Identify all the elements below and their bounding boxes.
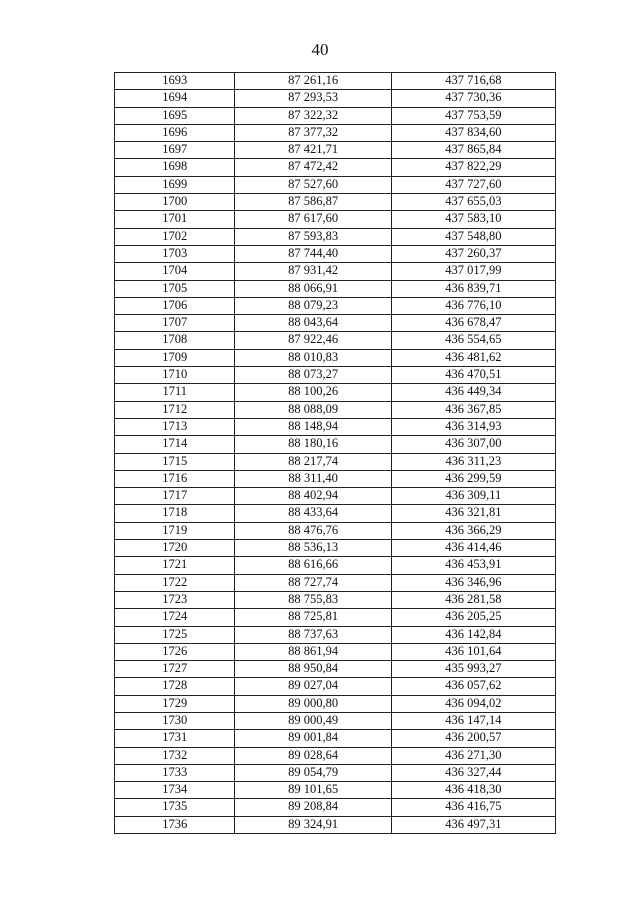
point-number-cell: 1693	[115, 73, 235, 90]
y-coordinate-cell: 436 327,44	[391, 764, 555, 781]
point-number-cell: 1729	[115, 695, 235, 712]
x-coordinate-cell: 88 476,76	[235, 522, 391, 539]
y-coordinate-cell: 436 776,10	[391, 297, 555, 314]
x-coordinate-cell: 88 755,83	[235, 591, 391, 608]
point-number-cell: 1698	[115, 159, 235, 176]
y-coordinate-cell: 436 299,59	[391, 470, 555, 487]
x-coordinate-cell: 87 261,16	[235, 73, 391, 90]
table-row	[115, 747, 556, 764]
x-coordinate-cell: 87 593,83	[235, 228, 391, 245]
x-coordinate-cell: 89 208,84	[235, 799, 391, 816]
point-number-cell: 1712	[115, 401, 235, 418]
x-coordinate-cell: 88 066,91	[235, 280, 391, 297]
x-coordinate-cell: 87 472,42	[235, 159, 391, 176]
table-row	[115, 591, 556, 608]
y-coordinate-cell: 436 367,85	[391, 401, 555, 418]
x-coordinate-cell: 87 527,60	[235, 176, 391, 193]
point-number-cell: 1695	[115, 107, 235, 124]
table-row	[115, 643, 556, 660]
y-coordinate-cell: 437 017,99	[391, 263, 555, 280]
x-coordinate-cell: 88 861,94	[235, 643, 391, 660]
point-number-cell: 1735	[115, 799, 235, 816]
x-coordinate-cell: 88 079,23	[235, 297, 391, 314]
table-row	[115, 522, 556, 539]
x-coordinate-cell: 88 737,63	[235, 626, 391, 643]
point-number-cell: 1694	[115, 90, 235, 107]
y-coordinate-cell: 436 497,31	[391, 816, 555, 833]
point-number-cell: 1699	[115, 176, 235, 193]
y-coordinate-cell: 436 309,11	[391, 488, 555, 505]
x-coordinate-cell: 88 950,84	[235, 661, 391, 678]
point-number-cell: 1706	[115, 297, 235, 314]
y-coordinate-cell: 436 481,62	[391, 349, 555, 366]
point-number-cell: 1721	[115, 557, 235, 574]
x-coordinate-cell: 87 421,71	[235, 142, 391, 159]
y-coordinate-cell: 437 655,03	[391, 194, 555, 211]
table-row	[115, 557, 556, 574]
page-number: 40	[311, 40, 329, 59]
table-row	[115, 418, 556, 435]
y-coordinate-cell: 436 366,29	[391, 522, 555, 539]
point-number-cell: 1702	[115, 228, 235, 245]
point-number-cell: 1711	[115, 384, 235, 401]
y-coordinate-cell: 436 314,93	[391, 418, 555, 435]
point-number-cell: 1734	[115, 782, 235, 799]
y-coordinate-cell: 436 470,51	[391, 367, 555, 384]
table-row	[115, 764, 556, 781]
x-coordinate-cell: 88 043,64	[235, 315, 391, 332]
table-row	[115, 367, 556, 384]
point-number-cell: 1703	[115, 245, 235, 262]
table-row	[115, 816, 556, 833]
x-coordinate-cell: 89 324,91	[235, 816, 391, 833]
table-row	[115, 90, 556, 107]
point-number-cell: 1730	[115, 712, 235, 729]
point-number-cell: 1718	[115, 505, 235, 522]
table-row	[115, 678, 556, 695]
point-number-cell: 1707	[115, 315, 235, 332]
table-row	[115, 211, 556, 228]
table-row	[115, 142, 556, 159]
table-row	[115, 436, 556, 453]
point-number-cell: 1736	[115, 816, 235, 833]
table-row	[115, 799, 556, 816]
table-row	[115, 505, 556, 522]
table-row	[115, 124, 556, 141]
y-coordinate-cell: 437 822,29	[391, 159, 555, 176]
x-coordinate-cell: 88 073,27	[235, 367, 391, 384]
table-row	[115, 280, 556, 297]
x-coordinate-cell: 88 311,40	[235, 470, 391, 487]
y-coordinate-cell: 437 716,68	[391, 73, 555, 90]
x-coordinate-cell: 88 088,09	[235, 401, 391, 418]
table-row	[115, 73, 556, 90]
table-row	[115, 107, 556, 124]
y-coordinate-cell: 436 346,96	[391, 574, 555, 591]
table-row	[115, 384, 556, 401]
y-coordinate-cell: 437 727,60	[391, 176, 555, 193]
table-row	[115, 609, 556, 626]
table-row	[115, 401, 556, 418]
y-coordinate-cell: 436 414,46	[391, 540, 555, 557]
y-coordinate-cell: 436 307,00	[391, 436, 555, 453]
point-number-cell: 1715	[115, 453, 235, 470]
point-number-cell: 1731	[115, 730, 235, 747]
x-coordinate-cell: 87 922,46	[235, 332, 391, 349]
x-coordinate-cell: 87 617,60	[235, 211, 391, 228]
table-row	[115, 730, 556, 747]
x-coordinate-cell: 88 727,74	[235, 574, 391, 591]
table-row	[115, 488, 556, 505]
point-number-cell: 1726	[115, 643, 235, 660]
y-coordinate-cell: 436 147,14	[391, 712, 555, 729]
y-coordinate-cell: 437 583,10	[391, 211, 555, 228]
point-number-cell: 1724	[115, 609, 235, 626]
table-row	[115, 626, 556, 643]
point-number-cell: 1725	[115, 626, 235, 643]
table-body	[115, 73, 556, 834]
y-coordinate-cell: 436 281,58	[391, 591, 555, 608]
table-row	[115, 712, 556, 729]
y-coordinate-cell: 436 271,30	[391, 747, 555, 764]
table-row	[115, 297, 556, 314]
table-row	[115, 661, 556, 678]
y-coordinate-cell: 436 311,23	[391, 453, 555, 470]
table-row	[115, 349, 556, 366]
x-coordinate-cell: 89 000,80	[235, 695, 391, 712]
point-number-cell: 1705	[115, 280, 235, 297]
table-row	[115, 470, 556, 487]
table-row	[115, 194, 556, 211]
x-coordinate-cell: 88 010,83	[235, 349, 391, 366]
y-coordinate-cell: 436 142,84	[391, 626, 555, 643]
point-number-cell: 1700	[115, 194, 235, 211]
x-coordinate-cell: 88 536,13	[235, 540, 391, 557]
table-row	[115, 695, 556, 712]
point-number-cell: 1732	[115, 747, 235, 764]
x-coordinate-cell: 89 054,79	[235, 764, 391, 781]
x-coordinate-cell: 88 433,64	[235, 505, 391, 522]
y-coordinate-cell: 436 205,25	[391, 609, 555, 626]
table-row	[115, 245, 556, 262]
x-coordinate-cell: 87 293,53	[235, 90, 391, 107]
x-coordinate-cell: 88 180,16	[235, 436, 391, 453]
x-coordinate-cell: 89 027,04	[235, 678, 391, 695]
y-coordinate-cell: 437 834,60	[391, 124, 555, 141]
y-coordinate-cell: 437 548,80	[391, 228, 555, 245]
point-number-cell: 1717	[115, 488, 235, 505]
table-row	[115, 315, 556, 332]
x-coordinate-cell: 89 101,65	[235, 782, 391, 799]
table-row	[115, 263, 556, 280]
point-number-cell: 1727	[115, 661, 235, 678]
table-row	[115, 574, 556, 591]
point-number-cell: 1719	[115, 522, 235, 539]
x-coordinate-cell: 88 100,26	[235, 384, 391, 401]
x-coordinate-cell: 88 148,94	[235, 418, 391, 435]
x-coordinate-cell: 88 217,74	[235, 453, 391, 470]
y-coordinate-cell: 437 865,84	[391, 142, 555, 159]
y-coordinate-cell: 436 678,47	[391, 315, 555, 332]
x-coordinate-cell: 87 322,32	[235, 107, 391, 124]
x-coordinate-cell: 87 931,42	[235, 263, 391, 280]
point-number-cell: 1713	[115, 418, 235, 435]
y-coordinate-cell: 436 453,91	[391, 557, 555, 574]
y-coordinate-cell: 437 730,36	[391, 90, 555, 107]
point-number-cell: 1728	[115, 678, 235, 695]
table-row	[115, 176, 556, 193]
y-coordinate-cell: 435 993,27	[391, 661, 555, 678]
y-coordinate-cell: 436 321,81	[391, 505, 555, 522]
table-row	[115, 228, 556, 245]
point-number-cell: 1708	[115, 332, 235, 349]
y-coordinate-cell: 436 839,71	[391, 280, 555, 297]
point-number-cell: 1716	[115, 470, 235, 487]
x-coordinate-cell: 89 028,64	[235, 747, 391, 764]
table-row	[115, 453, 556, 470]
point-number-cell: 1723	[115, 591, 235, 608]
y-coordinate-cell: 436 554,65	[391, 332, 555, 349]
x-coordinate-cell: 87 744,40	[235, 245, 391, 262]
point-number-cell: 1714	[115, 436, 235, 453]
y-coordinate-cell: 436 449,34	[391, 384, 555, 401]
x-coordinate-cell: 87 377,32	[235, 124, 391, 141]
y-coordinate-cell: 437 753,59	[391, 107, 555, 124]
x-coordinate-cell: 88 616,66	[235, 557, 391, 574]
point-number-cell: 1733	[115, 764, 235, 781]
y-coordinate-cell: 436 200,57	[391, 730, 555, 747]
y-coordinate-cell: 436 057,62	[391, 678, 555, 695]
point-number-cell: 1696	[115, 124, 235, 141]
y-coordinate-cell: 436 416,75	[391, 799, 555, 816]
table-row	[115, 159, 556, 176]
point-number-cell: 1710	[115, 367, 235, 384]
point-number-cell: 1709	[115, 349, 235, 366]
y-coordinate-cell: 436 101,64	[391, 643, 555, 660]
y-coordinate-cell: 436 094,02	[391, 695, 555, 712]
table-row	[115, 782, 556, 799]
x-coordinate-cell: 89 001,84	[235, 730, 391, 747]
x-coordinate-cell: 87 586,87	[235, 194, 391, 211]
y-coordinate-cell: 436 418,30	[391, 782, 555, 799]
table-row	[115, 332, 556, 349]
point-number-cell: 1701	[115, 211, 235, 228]
coordinates-table	[114, 72, 556, 834]
point-number-cell: 1704	[115, 263, 235, 280]
x-coordinate-cell: 88 725,81	[235, 609, 391, 626]
y-coordinate-cell: 437 260,37	[391, 245, 555, 262]
point-number-cell: 1722	[115, 574, 235, 591]
x-coordinate-cell: 88 402,94	[235, 488, 391, 505]
point-number-cell: 1697	[115, 142, 235, 159]
table-row	[115, 540, 556, 557]
point-number-cell: 1720	[115, 540, 235, 557]
x-coordinate-cell: 89 000,49	[235, 712, 391, 729]
